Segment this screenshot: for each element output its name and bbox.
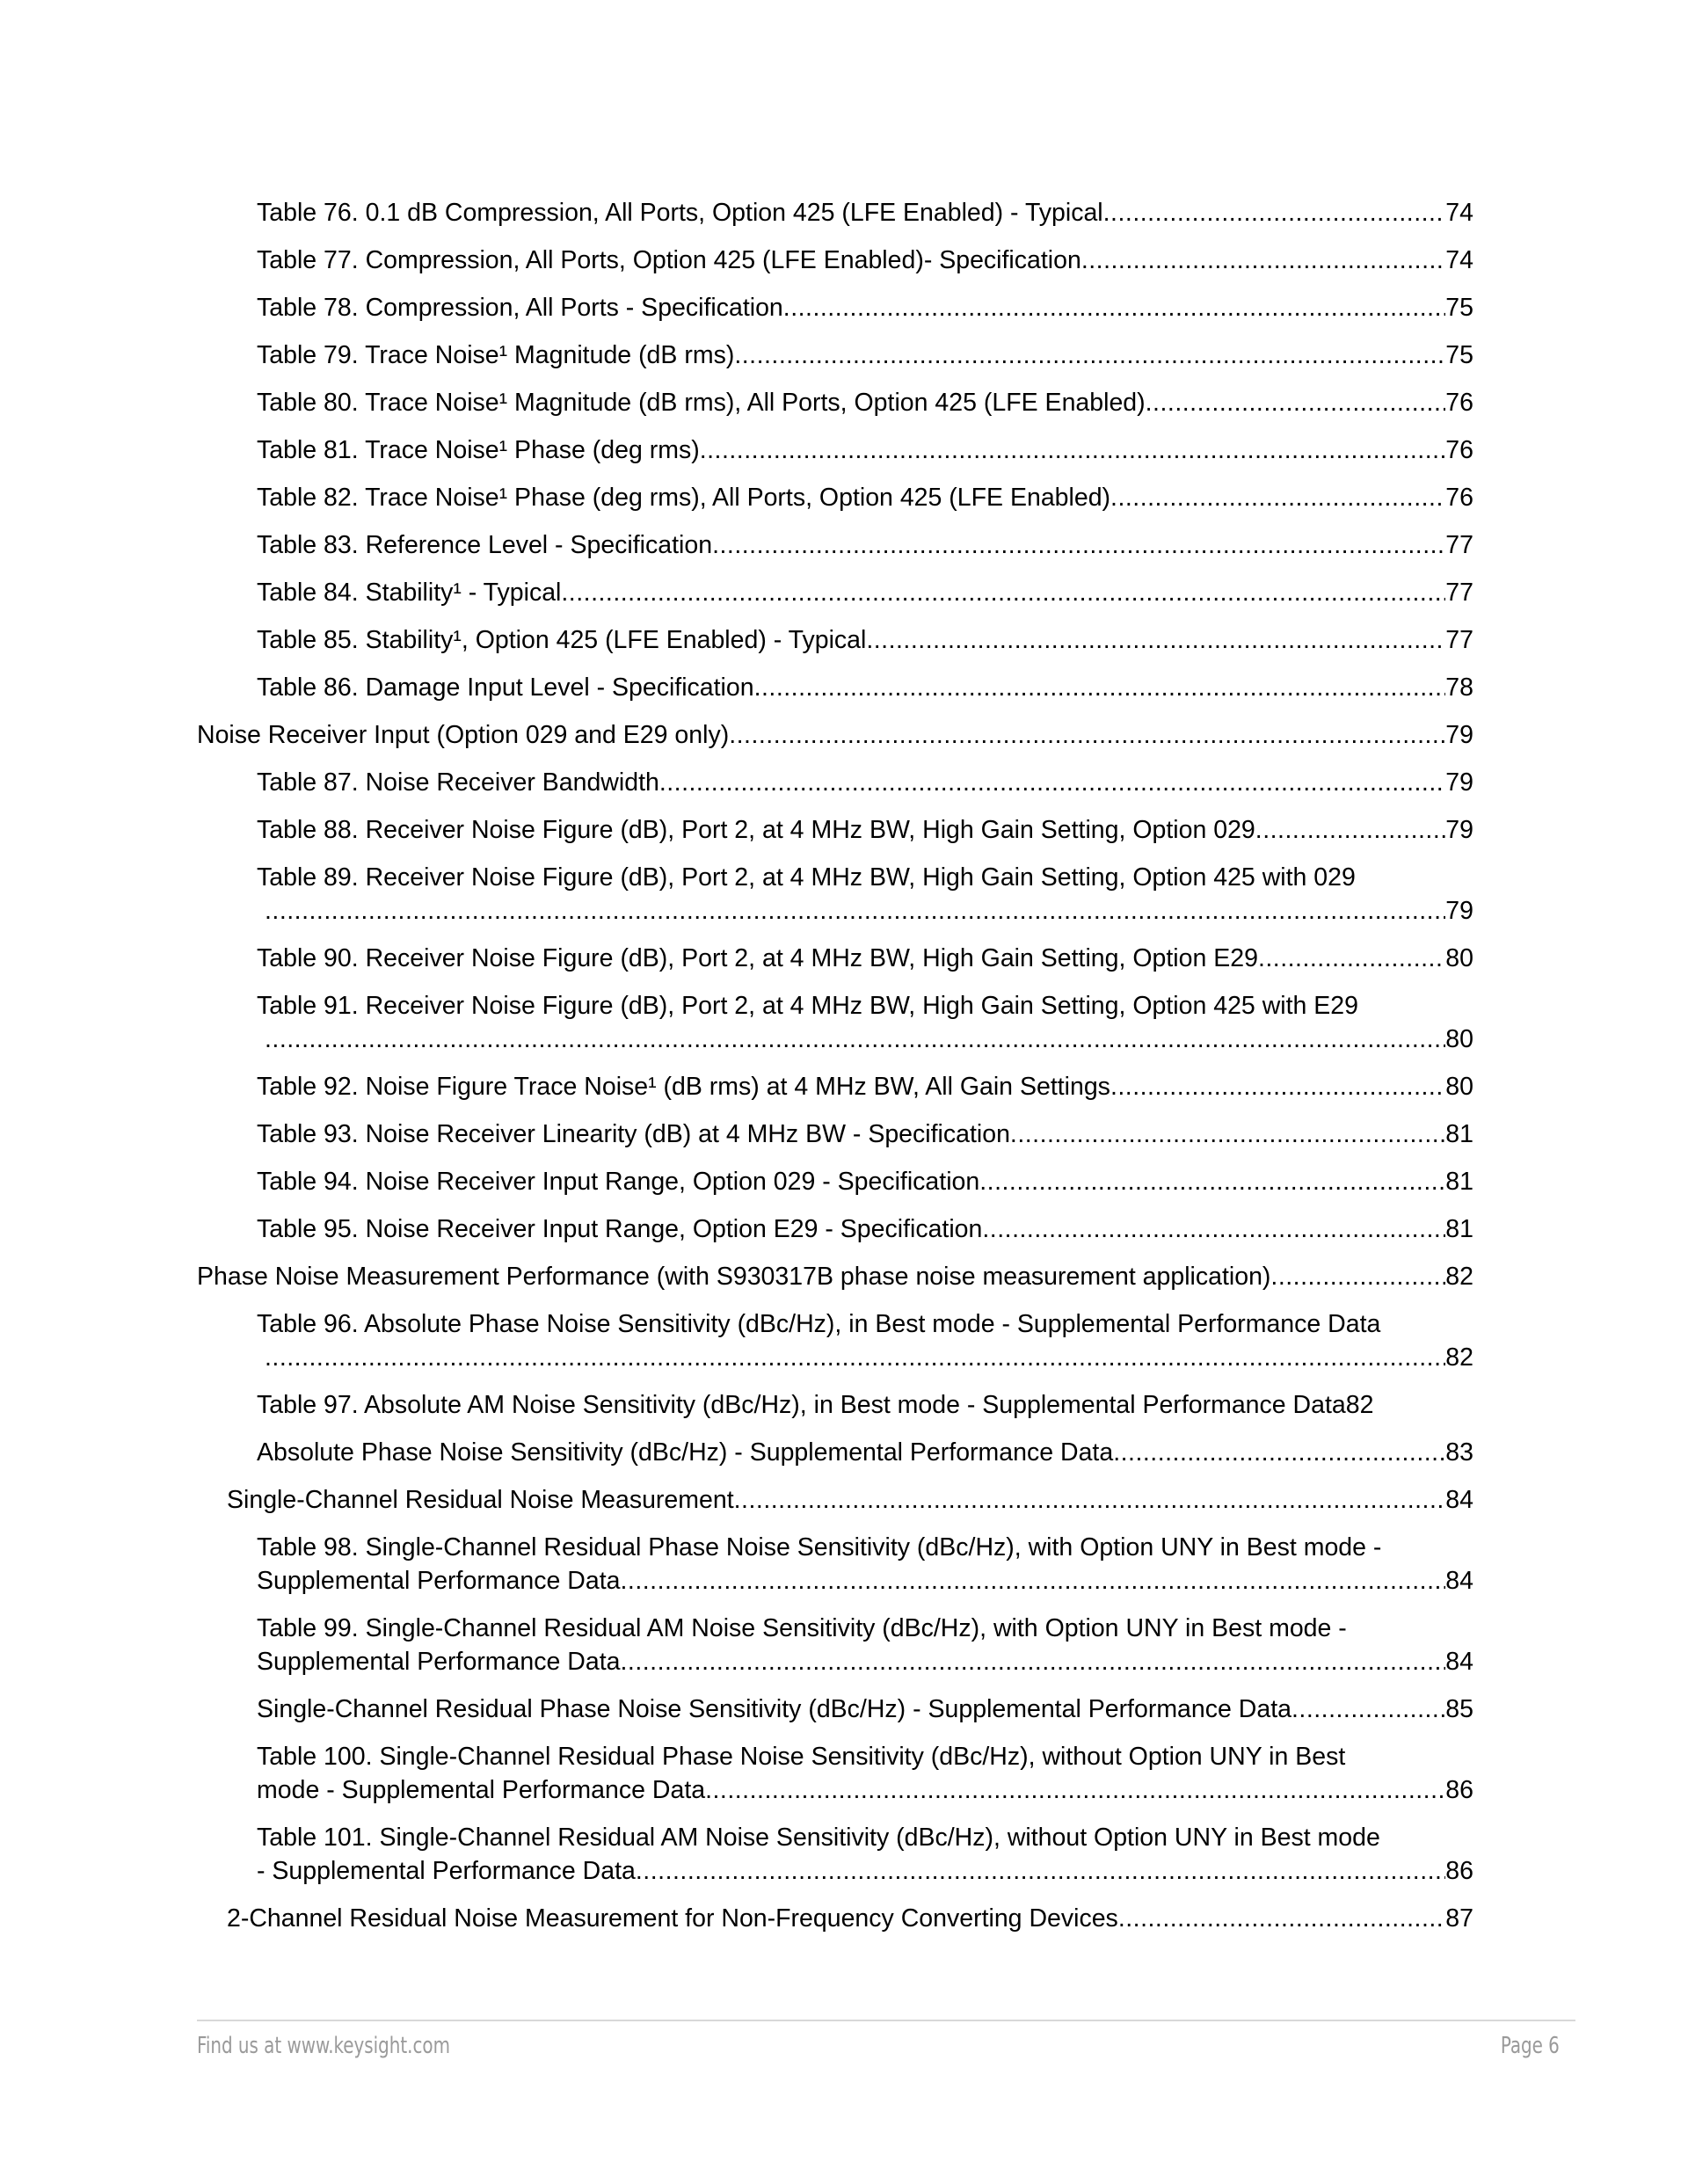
toc-entry[interactable] (257, 1821, 1688, 1902)
toc-page-number[interactable]: 76 (1445, 389, 1473, 417)
toc-entry-title[interactable]: Table 99. Single-Channel Residual AM Noise Sensitivity (dBc/Hz), with Option UNY in Best mode - (257, 1614, 1347, 1642)
toc-entry[interactable] (257, 339, 1688, 386)
toc-entry[interactable] (257, 196, 1688, 244)
toc-entry[interactable] (257, 1740, 1688, 1821)
dot-leader (620, 1564, 1445, 1598)
toc-entry-line (257, 1612, 1473, 1645)
dot-leader (1255, 813, 1446, 847)
toc-entry-continuation (257, 1023, 1473, 1056)
toc-entry-title[interactable]: Table 95. Noise Receiver Input Range, Option E29 - Specification (257, 1215, 983, 1243)
toc-entry-line (257, 1117, 1473, 1151)
toc-entry-title[interactable]: Absolute Phase Noise Sensitivity (dBc/Hz) - Supplemental Performance Data (257, 1438, 1114, 1467)
toc-page-number[interactable]: 79 (1445, 816, 1473, 844)
toc-page-number[interactable]: 76 (1445, 484, 1473, 512)
toc-entry-title-continued[interactable]: Supplemental Performance Data (257, 1567, 621, 1595)
dot-leader (1010, 1117, 1445, 1151)
toc-entry[interactable] (257, 481, 1688, 528)
toc-entry[interactable] (257, 1436, 1688, 1483)
toc-entry-line (257, 813, 1473, 847)
toc-entry-title[interactable]: Table 81. Trace Noise¹ Phase (deg rms) (257, 436, 700, 464)
dot-leader (754, 671, 1446, 704)
toc-entry-line (257, 1307, 1473, 1341)
toc-page-number[interactable]: 87 (1445, 1904, 1473, 1933)
toc-entry-line (257, 1740, 1473, 1773)
toc-page-number[interactable]: 74 (1445, 199, 1473, 227)
toc-entry-title[interactable]: Table 86. Damage Input Level - Specification (257, 673, 754, 702)
dot-leader (1270, 1260, 1445, 1293)
toc-entry[interactable] (257, 1117, 1688, 1165)
toc-entry[interactable] (257, 1531, 1688, 1612)
dot-leader (1118, 1902, 1445, 1935)
toc-entry-line (257, 244, 1473, 277)
toc-page-number[interactable]: 86 (1445, 1857, 1473, 1885)
toc-entry-title[interactable]: Table 87. Noise Receiver Bandwidth (257, 768, 659, 797)
dot-leader (979, 1165, 1445, 1198)
toc-entry-line (257, 196, 1473, 229)
dot-leader (265, 894, 1445, 928)
toc-entry[interactable] (257, 813, 1688, 861)
toc-entry-line (257, 339, 1473, 372)
toc-page-number[interactable]: 86 (1445, 1776, 1473, 1804)
toc-entry-continuation (257, 1564, 1473, 1598)
toc-page-number[interactable]: 76 (1445, 436, 1473, 464)
footer-divider (197, 2020, 1575, 2021)
toc-entry-line (227, 1483, 1473, 1517)
toc-page-number[interactable]: 82 (1445, 1263, 1473, 1291)
toc-entry-title[interactable]: Table 101. Single-Channel Residual AM Noise Sensitivity (dBc/Hz), without Option UNY in Best mode (257, 1824, 1380, 1852)
toc-entry-line (257, 1070, 1473, 1103)
toc-page-number[interactable]: 80 (1445, 944, 1473, 972)
toc-entry-title[interactable]: Table 93. Noise Receiver Linearity (dB) at 4 MHz BW - Specification (257, 1120, 1010, 1148)
toc-entry-line (197, 718, 1473, 752)
toc-page-number[interactable]: 83 (1445, 1438, 1473, 1467)
toc-entry[interactable] (257, 244, 1688, 291)
dot-leader (729, 718, 1445, 752)
toc-entry[interactable] (257, 1070, 1688, 1117)
toc-page-number[interactable]: 81 (1445, 1168, 1473, 1196)
toc-entry[interactable] (227, 1902, 1688, 1949)
dot-leader (1113, 1436, 1445, 1469)
toc-entry-line (257, 671, 1473, 704)
toc-entry[interactable] (257, 942, 1688, 989)
toc-page-number[interactable]: 84 (1445, 1486, 1473, 1514)
toc-entry-line (257, 942, 1473, 975)
toc-entry[interactable] (257, 861, 1688, 942)
toc-entry-title[interactable]: Table 88. Receiver Noise Figure (dB), Port 2, at 4 MHz BW, High Gain Setting, Option 029 (257, 816, 1255, 844)
dot-leader (982, 1212, 1445, 1246)
toc-entry-line (257, 481, 1473, 514)
footer-website[interactable]: Find us at www.keysight.com (197, 2033, 450, 2059)
toc-entry-continuation (257, 894, 1473, 928)
toc-entry-title[interactable]: Noise Receiver Input (Option 029 and E29 only) (197, 721, 730, 749)
dot-leader (561, 576, 1445, 609)
toc-entry[interactable] (197, 718, 1688, 766)
table-of-contents (0, 196, 1688, 1949)
toc-entry[interactable] (257, 386, 1688, 433)
dot-leader (1146, 386, 1446, 419)
toc-entry-title-continued[interactable]: - Supplemental Performance Data (257, 1857, 636, 1885)
toc-entry-title-continued[interactable]: mode - Supplemental Performance Data (257, 1776, 706, 1804)
toc-page-number[interactable]: 75 (1445, 294, 1473, 322)
toc-entry-title[interactable]: Table 89. Receiver Noise Figure (dB), Port 2, at 4 MHz BW, High Gain Setting, Option 425 with 029 (257, 863, 1356, 892)
toc-page-number[interactable]: 84 (1445, 1648, 1473, 1676)
toc-entry-line (257, 528, 1473, 562)
dot-leader (265, 1023, 1445, 1056)
toc-entry-line (257, 1165, 1473, 1198)
toc-entry-line (257, 989, 1473, 1023)
footer-page-number: Page 6 (1500, 2033, 1560, 2059)
toc-page-number[interactable]: 80 (1445, 1025, 1473, 1053)
dot-leader (1291, 1693, 1445, 1726)
toc-page-number[interactable]: 81 (1445, 1215, 1473, 1243)
dot-leader (620, 1645, 1445, 1678)
toc-entry-title[interactable]: Table 85. Stability¹, Option 425 (LFE Enabled) - Typical (257, 626, 867, 654)
toc-entry-continuation (257, 1341, 1473, 1374)
dot-leader (705, 1773, 1445, 1807)
toc-entry-title[interactable]: 2-Channel Residual Noise Measurement for Non-Frequency Converting Devices (227, 1904, 1118, 1933)
toc-entry[interactable] (257, 1388, 1688, 1436)
toc-entry[interactable] (257, 528, 1688, 576)
toc-page-number[interactable]: 77 (1445, 626, 1473, 654)
toc-entry-title[interactable]: Table 98. Single-Channel Residual Phase Noise Sensitivity (dBc/Hz), with Option UNY in Best mode - (257, 1533, 1382, 1562)
toc-entry-title[interactable]: Table 76. 0.1 dB Compression, All Ports, Option 425 (LFE Enabled) - Typical (257, 199, 1103, 227)
toc-page-number[interactable]: 82 (1345, 1391, 1374, 1419)
toc-entry-line (257, 291, 1473, 324)
dot-leader (1110, 1070, 1445, 1103)
dot-leader (734, 339, 1445, 372)
toc-entry-line (257, 1821, 1473, 1854)
toc-entry[interactable] (257, 1693, 1688, 1740)
toc-entry-line (257, 1693, 1473, 1726)
toc-entry-continuation (257, 1854, 1473, 1888)
dot-leader (1258, 942, 1445, 975)
toc-entry-title[interactable]: Table 91. Receiver Noise Figure (dB), Port 2, at 4 MHz BW, High Gain Setting, Option 425 with E29 (257, 992, 1358, 1020)
toc-page-number[interactable]: 84 (1445, 1567, 1473, 1595)
toc-entry-title[interactable]: Single-Channel Residual Phase Noise Sensitivity (dBc/Hz) - Supplemental Performance Data (257, 1695, 1291, 1723)
toc-entry-continuation (257, 1645, 1473, 1678)
dot-leader (659, 766, 1445, 799)
toc-page-number[interactable]: 79 (1445, 897, 1473, 925)
toc-entry[interactable] (257, 291, 1688, 339)
toc-entry-title[interactable]: Table 79. Trace Noise¹ Magnitude (dB rms) (257, 341, 735, 369)
toc-entry-title[interactable]: Table 78. Compression, All Ports - Specification (257, 294, 783, 322)
dot-leader (866, 623, 1445, 657)
toc-entry[interactable] (257, 433, 1688, 481)
toc-entry-title[interactable]: Table 94. Noise Receiver Input Range, Option 029 - Specification (257, 1168, 980, 1196)
toc-entry-line (227, 1902, 1473, 1935)
toc-entry-line (257, 433, 1473, 467)
toc-entry[interactable] (257, 989, 1688, 1070)
dot-leader (783, 291, 1446, 324)
toc-entry-title-continued[interactable]: Supplemental Performance Data (257, 1648, 621, 1676)
toc-entry-line (257, 1388, 1473, 1422)
toc-entry-line (257, 1436, 1473, 1469)
toc-entry-title[interactable]: Table 96. Absolute Phase Noise Sensitivity (dBc/Hz), in Best mode - Supplemental Performance Data (257, 1310, 1381, 1338)
dot-leader (1103, 196, 1446, 229)
toc-entry-title[interactable]: Table 100. Single-Channel Residual Phase Noise Sensitivity (dBc/Hz), without Option UNY in Best (257, 1743, 1346, 1771)
toc-entry-title[interactable]: Table 90. Receiver Noise Figure (dB), Port 2, at 4 MHz BW, High Gain Setting, Option E29 (257, 944, 1258, 972)
toc-entry-line (257, 576, 1473, 609)
toc-entry-title[interactable]: Table 84. Stability¹ - Typical (257, 579, 562, 607)
toc-entry[interactable] (257, 671, 1688, 718)
toc-entry[interactable] (257, 1307, 1688, 1388)
toc-entry[interactable] (257, 1612, 1688, 1693)
toc-entry-line (257, 623, 1473, 657)
toc-entry[interactable] (257, 1165, 1688, 1212)
toc-entry[interactable] (257, 1212, 1688, 1260)
toc-entry-title[interactable]: Single-Channel Residual Noise Measurement (227, 1486, 734, 1514)
toc-page-number[interactable]: 85 (1445, 1695, 1473, 1723)
toc-page-number[interactable]: 78 (1445, 673, 1473, 702)
toc-entry[interactable] (257, 766, 1688, 813)
toc-page-number[interactable]: 77 (1445, 579, 1473, 607)
toc-entry-line (257, 766, 1473, 799)
dot-leader (636, 1854, 1445, 1888)
dot-leader (712, 528, 1445, 562)
toc-entry-title[interactable]: Table 83. Reference Level - Specification (257, 531, 713, 559)
dot-leader (1081, 244, 1445, 277)
toc-entry[interactable] (227, 1483, 1688, 1531)
toc-entry-title[interactable]: Table 77. Compression, All Ports, Option 425 (LFE Enabled)- Specification (257, 246, 1081, 274)
toc-page-number[interactable]: 79 (1445, 768, 1473, 797)
toc-entry-title[interactable]: Table 92. Noise Figure Trace Noise¹ (dB rms) at 4 MHz BW, All Gain Settings (257, 1073, 1110, 1101)
toc-entry-line (257, 1212, 1473, 1246)
toc-page-number[interactable]: 74 (1445, 246, 1473, 274)
toc-page-number[interactable]: 82 (1445, 1343, 1473, 1372)
toc-entry-title[interactable]: Table 97. Absolute AM Noise Sensitivity (dBc/Hz), in Best mode - Supplemental Performance Data (257, 1391, 1346, 1419)
toc-page-number[interactable]: 80 (1445, 1073, 1473, 1101)
toc-entry-line (257, 861, 1473, 894)
toc-entry[interactable] (197, 1260, 1688, 1307)
toc-page-number[interactable]: 81 (1445, 1120, 1473, 1148)
toc-entry-line (257, 386, 1473, 419)
toc-page-number[interactable]: 77 (1445, 531, 1473, 559)
dot-leader (700, 433, 1446, 467)
toc-entry-line (257, 1531, 1473, 1564)
toc-entry-title[interactable]: Phase Noise Measurement Performance (with S930317B phase noise measurement application) (197, 1263, 1271, 1291)
toc-page-number[interactable]: 75 (1445, 341, 1473, 369)
toc-entry[interactable] (257, 623, 1688, 671)
dot-leader (265, 1341, 1445, 1374)
toc-entry-title[interactable]: Table 80. Trace Noise¹ Magnitude (dB rms), All Ports, Option 425 (LFE Enabled) (257, 389, 1146, 417)
toc-entry-continuation (257, 1773, 1473, 1807)
dot-leader (734, 1483, 1446, 1517)
toc-entry[interactable] (257, 576, 1688, 623)
toc-entry-line (197, 1260, 1473, 1293)
toc-page-number[interactable]: 79 (1445, 721, 1473, 749)
toc-entry-title[interactable]: Table 82. Trace Noise¹ Phase (deg rms), All Ports, Option 425 (LFE Enabled) (257, 484, 1111, 512)
dot-leader (1110, 481, 1445, 514)
